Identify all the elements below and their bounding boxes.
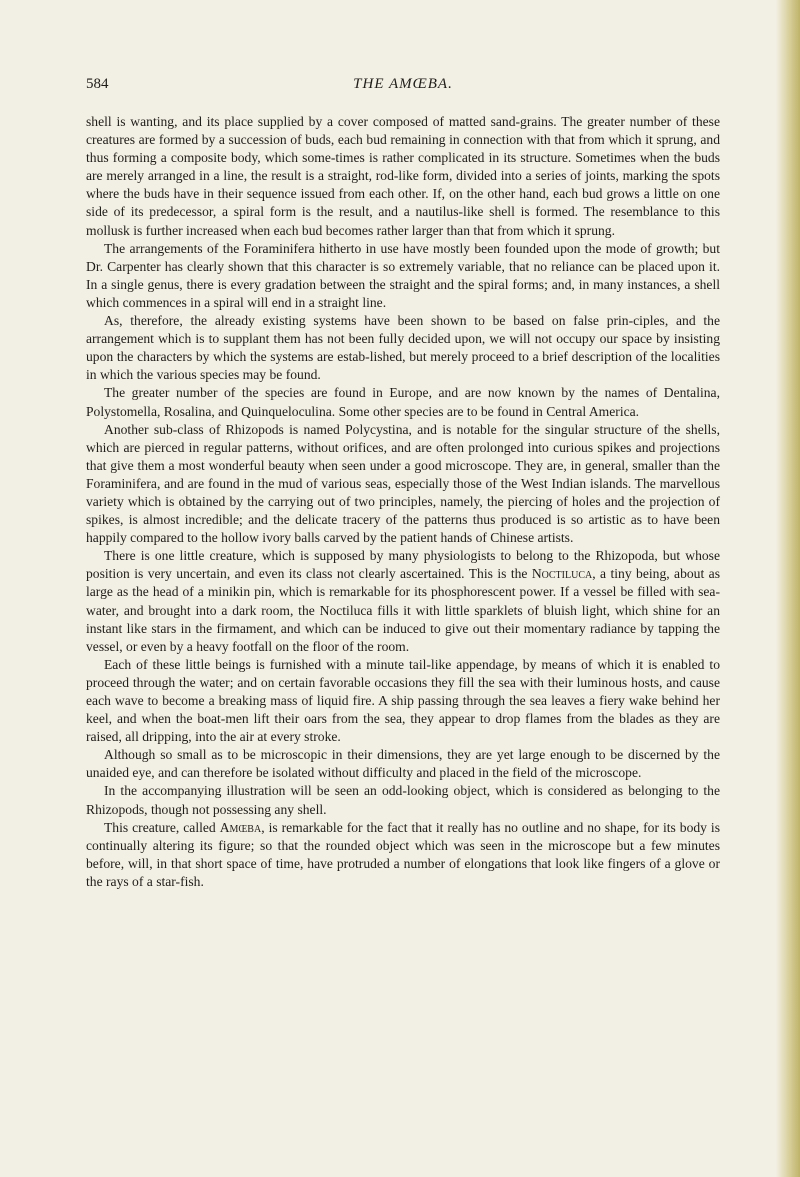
body-text — [86, 113, 720, 891]
paragraph-text: , a tiny being, about as large as the head of a minikin pin, which is remarkable for its phosphorescent power. If a vessel be filled with sea-water, and brought into a dark room, the Noctiluca fills it with little sparklets of bluish light, which shine for an instant like stars in the firmament, and which can be induced to give out their momentary radiance by tapping the vessel, or even by a heavy footfall on the floor of the room. — [86, 566, 720, 654]
paragraph-text: This creature, called — [104, 819, 220, 835]
page-number: 584 — [86, 76, 109, 92]
paragraph-6 — [86, 547, 720, 656]
term-noctiluca: Noctiluca — [531, 566, 593, 582]
page-header — [86, 76, 720, 98]
paragraph-text: Each of these little beings is furnished with a minute tail-like appendage, by means of which it is enabled to proceed through the water; and on certain favorable occasions they fill the sea with their luminous hosts, and cause each wave to become a breaking mass of liquid fire. A ship passing through the sea leaves a fiery wake behind her keel, and when the boat-men lift their oars from the sea, they appear to drop flames from the blades as they are raised, all dripping, into the air at every stroke. — [86, 656, 720, 745]
paragraph-4 — [86, 384, 720, 420]
page-edge-shadow — [776, 0, 800, 1177]
paragraph-10 — [86, 819, 720, 891]
paragraph-text: In the accompanying illustration will be seen an odd-looking object, which is considered as belonging to the Rhizopods, though not possessing any shell. — [86, 783, 720, 817]
paragraph-9 — [86, 782, 720, 818]
paragraph-1 — [86, 113, 720, 240]
paragraph-text: As, therefore, the already existing systems have been shown to be based on false prin-ciples, and the arrangement which is to supplant them has not been fully decided upon, we will not occupy our space by insisting upon the characters by which the systems are estab-lished, but merely proceed to a brief description of the localities in which the various species may be found. — [86, 313, 720, 383]
paragraph-text: shell is wanting, and its place supplied by a cover composed of matted sand-grains. The greater number of these creatures are formed by a succession of buds, each bud remaining in connection with that from which it sprung, and thus forming a composite body, which some-times is rather complicated in its structure. Sometimes when the buds are merely arranged in a line, the result is a straight, rod-like form, divided into a series of joints, marking the spots where the buds have in their sequence issued from each other. If, on the other hand, each bud grows a little on one side of its predecessor, a spiral form is the result, and a nautilus-like shell is formed. The resemblance to this mollusk is further increased when each bud becomes rather larger than that from which it sprung. — [86, 114, 720, 238]
running-title: THE AMŒBA. — [353, 76, 453, 92]
paragraph-8 — [86, 746, 720, 782]
paragraph-3 — [86, 312, 720, 384]
paragraph-5 — [86, 421, 720, 548]
paragraph-text: The greater number of the species are found in Europe, and are now known by the names of Dentalina, Polystomella, Rosalina, and Quinqueloculina. Some other species are to be found in Central America. — [86, 385, 720, 419]
paragraph-text: The arrangements of the Foraminifera hitherto in use have mostly been founded upon the mode of growth; but Dr. Carpenter has clearly shown that this character is so extremely variable, that no reliance can be placed upon it. In a single genus, there is every gradation between the straight and the spiral forms; and, in many instances, a shell which commences in a spiral will end in a straight line. — [86, 240, 720, 310]
paragraph-7 — [86, 656, 720, 746]
term-amoeba: Amœba — [219, 819, 262, 835]
paragraph-text: Another sub-class of Rhizopods is named Polycystina, and is notable for the singular structure of the shells, which are pierced in regular patterns, without orifices, and are often prolonged into curious spikes and projections that give them a most wonderful beauty when seen under a good microscope. They are, in general, smaller than the Foraminifera, and are found in the mud of various seas, especially those of the West Indian islands. The marvellous variety which is obtained by the carrying out of two principles, namely, the piercing of holes and the projection of spikes, is almost incredible; and the delicate tracery of the patterns thus produced is so artistic as to have been happily compared to the hollow ivory balls carved by the patient hands of Chinese artists. — [86, 421, 720, 546]
paragraph-text: There is one little creature, which is supposed by many physiologists to belong to the Rhizopoda, but whose position is very uncertain, and even its class not clearly ascertained. This is the — [86, 548, 720, 582]
paragraph-text: , is remarkable for the fact that it really has no outline and no shape, for its body is continually altering its figure; so that the rounded object which was seen in the microscope but a few minutes before, will, in that short space of time, have protruded a number of elongations that look like fingers of a glove or the rays of a star-fish. — [86, 819, 720, 889]
paragraph-2 — [86, 240, 720, 312]
paragraph-text: Although so small as to be microscopic in their dimensions, they are yet large enough to be discerned by the unaided eye, and can therefore be isolated without difficulty and placed in the field of the microscope. — [86, 747, 720, 781]
